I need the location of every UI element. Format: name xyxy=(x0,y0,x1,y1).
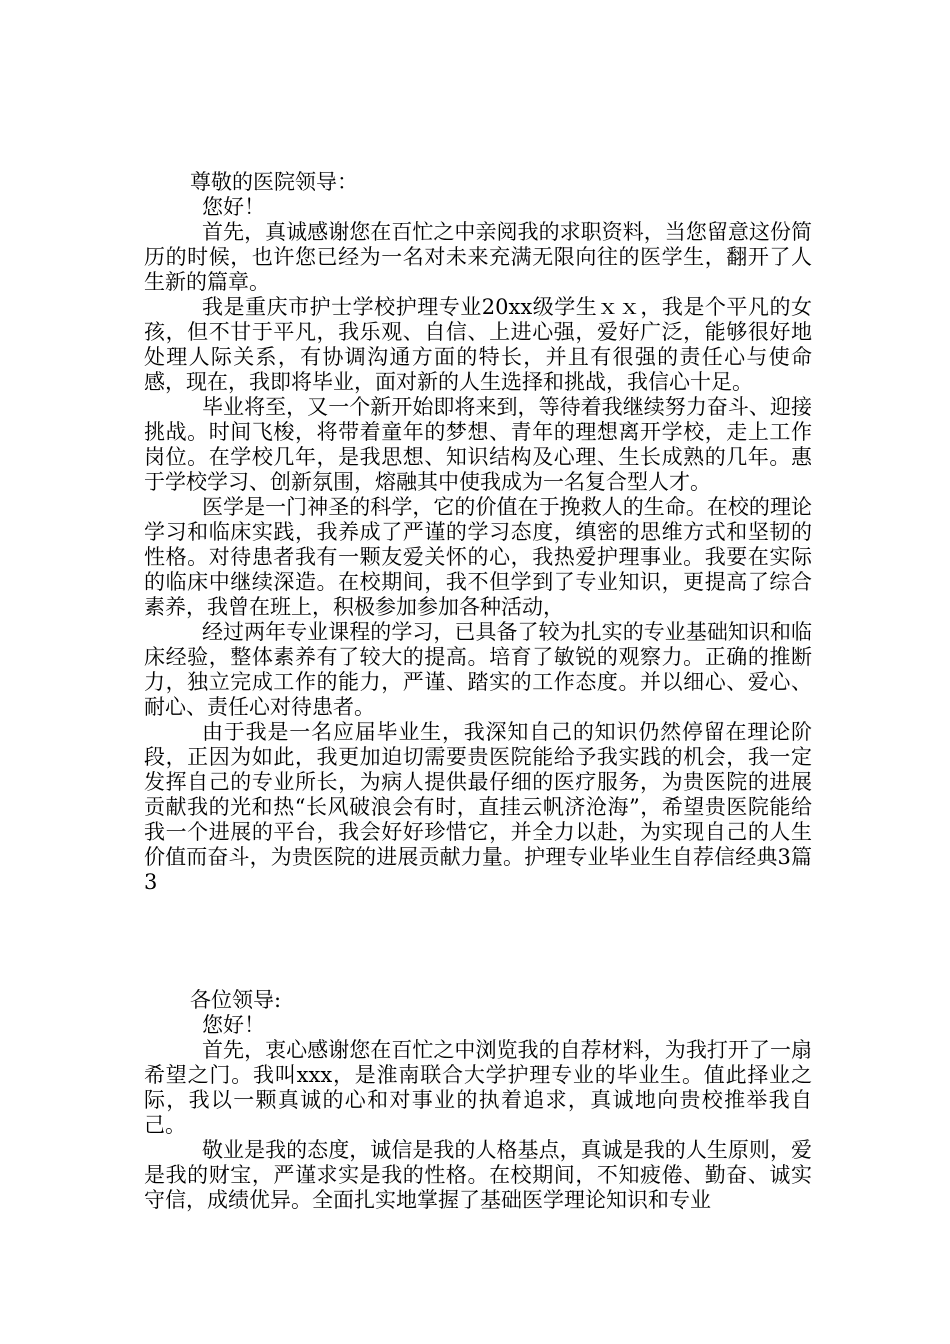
letter-2 xyxy=(144,988,812,1213)
greeting: 您好！ xyxy=(202,195,265,219)
paragraph: 首先，衷心感谢您在百忙之中浏览我的自荐材料，为我打开了一扇希望之门。我叫xxx，是淮南联合大学护理专业的毕业生。值此择业之际，我以一颗真诚的心和对事业的执着追求，真诚地向贵校推举我自己。 xyxy=(144,1038,812,1137)
paragraph: 医学是一门神圣的科学，它的价值在于挽救人的生命。在校的理论学习和临床实践，我养成了严谨的学习态度，缜密的思维方式和坚韧的性格。对待患者我有一颗友爱关怀的心，我热爱护理事业。我要在实际的临床中继续深造。在校期间，我不但学到了专业知识，更提高了综合素养，我曾在班上，积极参加参加各种活动， xyxy=(144,495,812,619)
paragraph: 毕业将至，又一个新开始即将来到，等待着我继续努力奋斗、迎接挑战。时间飞梭，将带着童年的梦想、青年的理想离开学校，走上工作岗位。在学校几年，是我思想、知识结构及心理、生长成熟的几年。惠于学校学习、创新氛围，熔融其中使我成为一名复合型人才。 xyxy=(144,395,812,494)
paragraph: 我是重庆市护士学校护理专业20xx级学生ｘｘ，我是个平凡的女孩，但不甘于平凡，我乐观、自信、上进心强，爱好广泛，能够很好地处理人际关系，有协调沟通方面的特长，并且有很强的责任心与使命感，现在，我即将毕业，面对新的人生选择和挑战，我信心十足。 xyxy=(144,295,812,394)
paragraph: 首先，真诚感谢您在百忙之中亲阅我的求职资料，当您留意这份简历的时候，也许您已经为一名对未来充满无限向往的医学生，翻开了人生新的篇章。 xyxy=(144,220,812,294)
paragraph: 经过两年专业课程的学习，已具备了较为扎实的专业基础知识和临床经验，整体素养有了较大的提高。培育了敏锐的观察力。正确的推断力，独立完成工作的能力，严谨、踏实的工作态度。并以细心、爱心、耐心、责任心对待患者。 xyxy=(144,620,812,719)
paragraph: 敬业是我的态度，诚信是我的人格基点，真诚是我的人生原则，爱是我的财宝，严谨求实是我的性格。在校期间，不知疲倦、勤奋、诚实守信，成绩优异。全面扎实地掌握了基础医学理论知识和专业 xyxy=(144,1138,812,1212)
salutation: 各位领导: xyxy=(190,988,282,1012)
salutation: 尊敬的医院领导： xyxy=(190,170,358,194)
letter-1 xyxy=(144,170,812,895)
greeting: 您好！ xyxy=(202,1013,265,1037)
paragraph: 由于我是一名应届毕业生，我深知自己的知识仍然停留在理论阶段，正因为如此，我更加迫切需要贵医院能给予我实践的机会，我一定发挥自己的专业所长，为病人提供最仔细的医疗服务，为贵医院的进展贡献我的光和热“长风破浪会有时，直挂云帆济沧海”，希望贵医院能给我一个进展的平台，我会好好珍惜它，并全力以赴，为实现自己的人生价值而奋斗，为贵医院的进展贡献力量。护理专业毕业生自荐信经典3篇3 xyxy=(144,720,812,894)
